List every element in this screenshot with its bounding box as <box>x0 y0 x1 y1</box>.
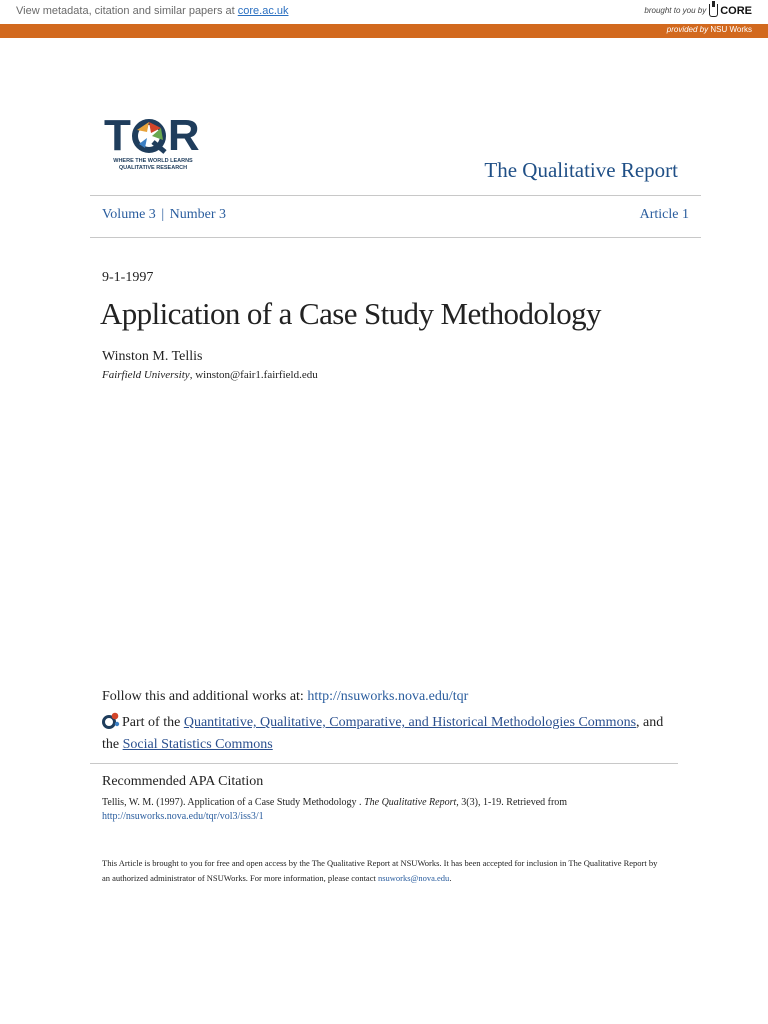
citation-start: Tellis, W. M. (1997). Application of a Case Study Methodology . <box>102 797 365 808</box>
part-of-conjunction: , and the <box>102 715 664 752</box>
divider-bottom <box>90 763 678 764</box>
core-icon <box>709 4 718 17</box>
follow-label: Follow this and additional works at: <box>102 689 308 704</box>
divider-middle <box>90 237 701 238</box>
network-icon <box>102 712 120 735</box>
core-banner <box>0 0 768 25</box>
citation-journal: The Qualitative Report <box>364 797 457 808</box>
tqr-logo[interactable] <box>104 111 216 180</box>
logo-q-icon <box>131 118 167 154</box>
provided-by-label: provided by <box>666 25 709 34</box>
volume-link[interactable]: Volume 3 <box>102 207 156 222</box>
logo-tagline: WHERE THE WORLD LEARNS QUALITATIVE RESEARCH <box>113 158 193 171</box>
follow-link[interactable]: http://nsuworks.nova.edu/tqr <box>307 689 469 704</box>
part-of-commons <box>102 712 672 754</box>
core-link[interactable]: core.ac.uk <box>237 5 289 17</box>
core-logo[interactable] <box>709 4 752 17</box>
journal-title[interactable]: The Qualitative Report <box>484 158 678 182</box>
core-metadata-label: View metadata, citation and similar papers at <box>16 5 238 17</box>
access-notice <box>102 856 662 886</box>
core-brought-by[interactable] <box>644 4 752 17</box>
article-link[interactable]: Article 1 <box>639 207 689 222</box>
publication-date: 9-1-1997 <box>102 270 154 285</box>
contact-email-link[interactable]: nsuworks@nova.edu <box>377 873 450 883</box>
citation-link[interactable]: http://nsuworks.nova.edu/tqr/vol3/iss3/1 <box>102 811 264 822</box>
issue-breadcrumb <box>102 207 226 223</box>
provider-name[interactable]: NSU Works <box>710 25 752 34</box>
notice-text: This Article is brought to you for free and open access by the The Qualitative Report at NSUWorks. It has been accepted for inclusion in The Qualitative Report by an authorized administrator of NSUWorks. For more information, please contact <box>102 858 658 883</box>
number-link[interactable]: Number 3 <box>169 207 227 222</box>
author-affiliation <box>102 369 318 381</box>
logo-letter-t: T <box>104 111 130 160</box>
logo-letter-r: R <box>167 111 199 160</box>
breadcrumb-separator: | <box>161 207 165 222</box>
citation-text <box>102 796 662 824</box>
provider-text <box>667 25 752 34</box>
core-brand: CORE <box>720 4 752 17</box>
commons-link-methodologies[interactable]: Quantitative, Qualitative, Comparative, and Historical Methodologies Commons <box>183 715 637 730</box>
brought-by-label: brought to you by <box>644 6 707 15</box>
divider-top <box>90 195 701 196</box>
citation-end: , 3(3), 1-19. Retrieved from <box>456 797 568 808</box>
author-email: , winston@fair1.fairfield.edu <box>189 369 318 381</box>
core-metadata-text <box>16 5 289 17</box>
institution: Fairfield University <box>102 369 190 381</box>
author-name: Winston M. Tellis <box>102 349 203 364</box>
notice-end: . <box>449 873 452 883</box>
provider-bar <box>0 24 768 38</box>
citation-heading: Recommended APA Citation <box>102 774 264 789</box>
part-of-label: Part of the <box>122 715 184 730</box>
article-title: Application of a Case Study Methodology <box>100 296 601 331</box>
follow-line <box>102 689 468 705</box>
commons-link-social-statistics[interactable]: Social Statistics Commons <box>122 737 273 752</box>
logo-letters <box>104 111 216 160</box>
